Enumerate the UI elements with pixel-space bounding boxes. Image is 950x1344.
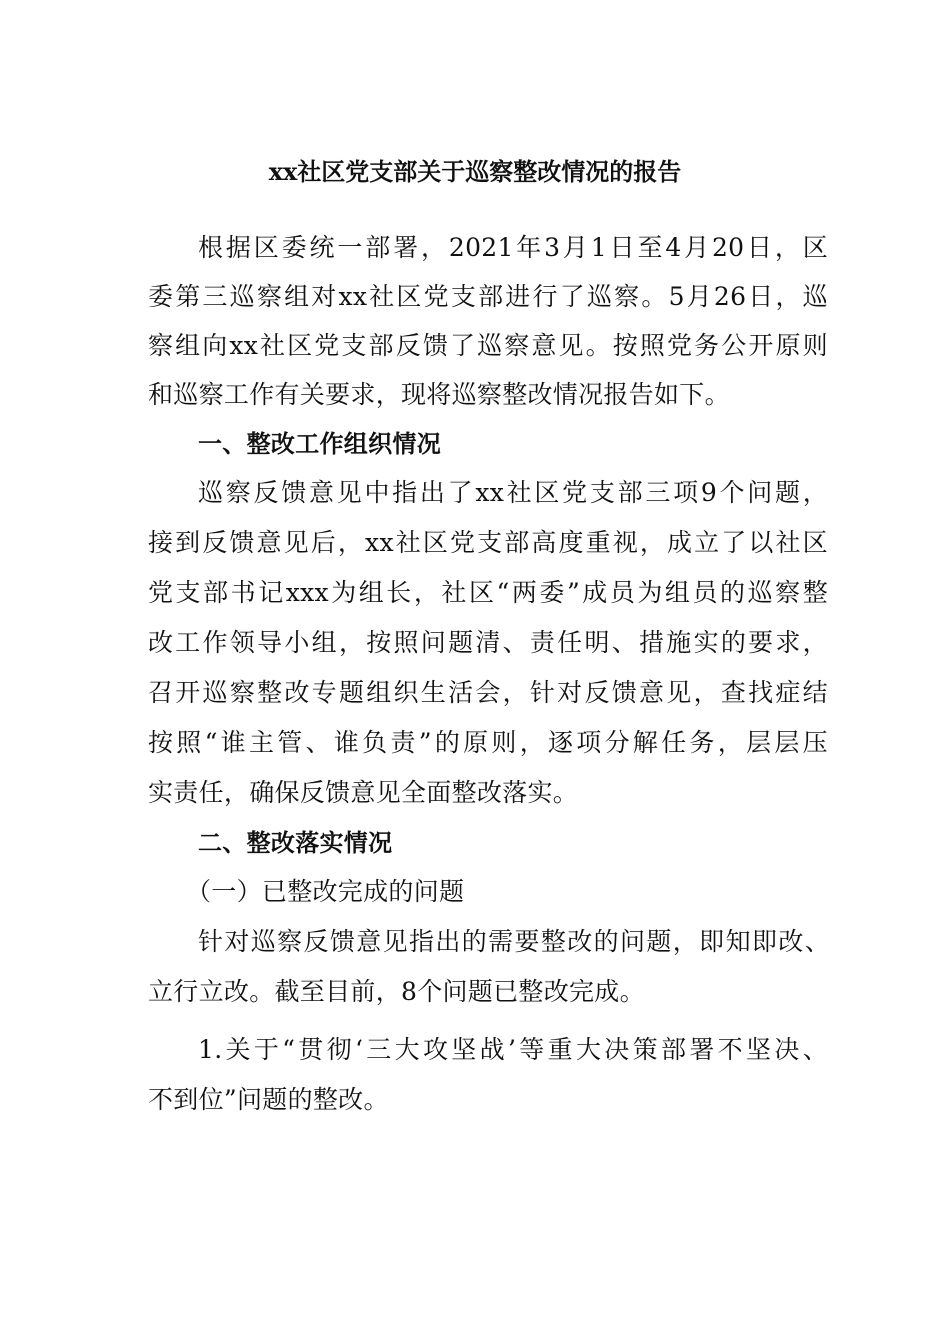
paragraph-line: 不到位”问题的整改。 [148,1085,389,1114]
paragraph-line: 巡察反馈意见中指出了xx社区党支部三项9个问题， [198,478,828,507]
paragraph-line: 立行立改。截至目前，8个问题已整改完成。 [148,977,645,1006]
paragraph-line: 和巡察工作有关要求，现将巡察整改情况报告如下。 [148,380,730,409]
paragraph-line: 根据区委统一部署，2021年3月1日至4月20日，区 [198,233,828,262]
section-heading-1: 一、整改工作组织情况 [198,430,441,458]
document-title: xx社区党支部关于巡察整改情况的报告 [268,157,682,186]
paragraph-line: 党支部书记xxx为组长，社区“两委”成员为组员的巡察整 [148,578,828,607]
paragraph-line: 召开巡察整改专题组织生活会，针对反馈意见，查找症结 [148,678,828,707]
paragraph-line: 接到反馈意见后，xx社区党支部高度重视，成立了以社区 [148,528,828,557]
paragraph-line: 1.关于“贯彻‘三大攻坚战’等重大决策部署不坚决、 [198,1035,828,1064]
subsection-heading: （一）已整改完成的问题 [186,877,465,906]
section-heading-2: 二、整改落实情况 [198,829,393,857]
paragraph-line: 按照“谁主管、谁负责”的原则，逐项分解任务，层层压 [148,728,828,757]
paragraph-line: 察组向xx社区党支部反馈了巡察意见。按照党务公开原则 [148,331,828,360]
paragraph-line: 改工作领导小组，按照问题清、责任明、措施实的要求， [148,628,828,657]
paragraph-line: 针对巡察反馈意见指出的需要整改的问题，即知即改、 [198,927,830,956]
paragraph-line: 委第三巡察组对xx社区党支部进行了巡察。5月26日，巡 [148,282,828,311]
paragraph-line: 实责任，确保反馈意见全面整改落实。 [148,778,579,807]
